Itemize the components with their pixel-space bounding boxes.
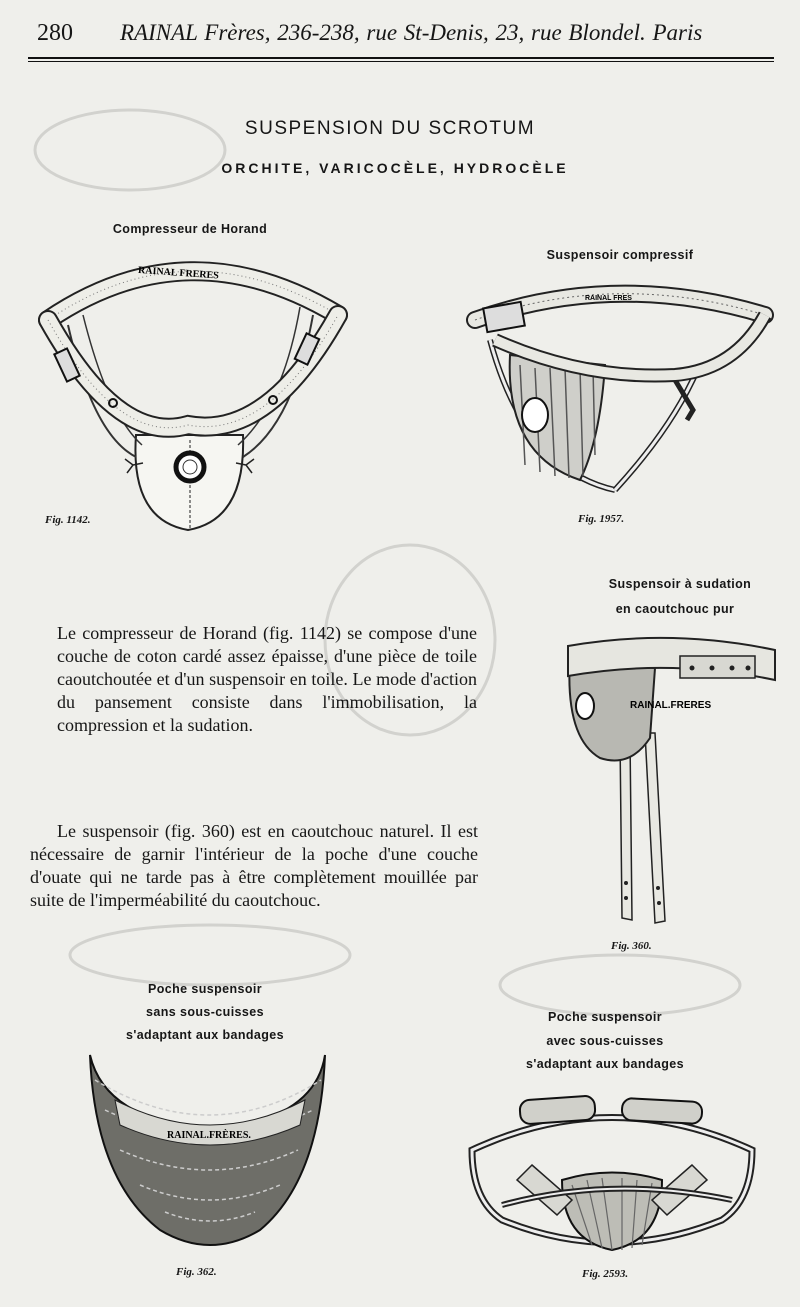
fig2593-caption-line2: avec sous-cuisses xyxy=(546,1034,664,1048)
section-subtitle: ORCHITE, VARICOCÈLE, HYDROCÈLE xyxy=(221,160,569,176)
fig360-label: Fig. 360. xyxy=(611,940,652,952)
section-title: SUSPENSION DU SCROTUM xyxy=(244,118,536,139)
fig362-pouch-text: RAINAL.FRÈRES. xyxy=(167,1130,251,1141)
running-header: RAINAL Frères, 236-238, rue St-Denis, 23, rue Blondel. Paris xyxy=(120,20,703,45)
fig1957-illustration xyxy=(465,280,775,500)
fig1142-label: Fig. 1142. xyxy=(45,514,91,526)
fig362-caption-line1: Poche suspensoir xyxy=(147,982,263,996)
fig1957-label: Fig. 1957. xyxy=(578,513,625,525)
fig1957-caption: Suspensoir compressif xyxy=(546,248,694,262)
fig362-caption-line2: sans sous-cuisses xyxy=(146,1005,264,1019)
fig360-caption-line1: Suspensoir à sudation xyxy=(608,577,752,591)
fig362-caption-line3: s'adaptant aux bandages xyxy=(125,1028,285,1042)
fig362-illustration xyxy=(85,1050,335,1250)
fig2593-illustration xyxy=(462,1090,762,1260)
paragraph-horand: Le compresseur de Horand (fig. 1142) se compose d'une couche de coton cardé assez épaisse, d'une pièce de toile caoutchoutée et d'un suspensoir en toile. Le mode d'action du pansement consiste dans l'immobilisation, la compression et la sudation. xyxy=(57,623,477,735)
fig360-belt-text: RAINAL.FRERES xyxy=(630,700,712,711)
fig1142-belt-text: RAINAL FRERES xyxy=(137,264,220,282)
page-number: 280 xyxy=(37,20,73,46)
paragraph-suspensoir: Le suspensoir (fig. 360) est en caoutchouc naturel. Il est nécessaire de garnir l'intérieur de la poche d'une couche d'ouate qui ne tarde pas à être complètement mouillée par suite de l'imperméabilité du caoutchouc. xyxy=(30,821,478,910)
fig2593-caption-line1: Poche suspensoir xyxy=(547,1010,663,1024)
fig1957-belt-text: RAINAL FRES xyxy=(585,295,632,302)
fig362-label: Fig. 362. xyxy=(176,1266,217,1278)
fig360-caption-line2: en caoutchouc pur xyxy=(615,602,735,616)
fig1142-caption: Compresseur de Horand xyxy=(112,222,268,236)
fig360-illustration xyxy=(560,628,800,928)
fig1142-illustration xyxy=(38,245,348,545)
fig2593-label: Fig. 2593. xyxy=(582,1268,629,1280)
fig2593-caption-line3: s'adaptant aux bandages xyxy=(525,1057,685,1071)
